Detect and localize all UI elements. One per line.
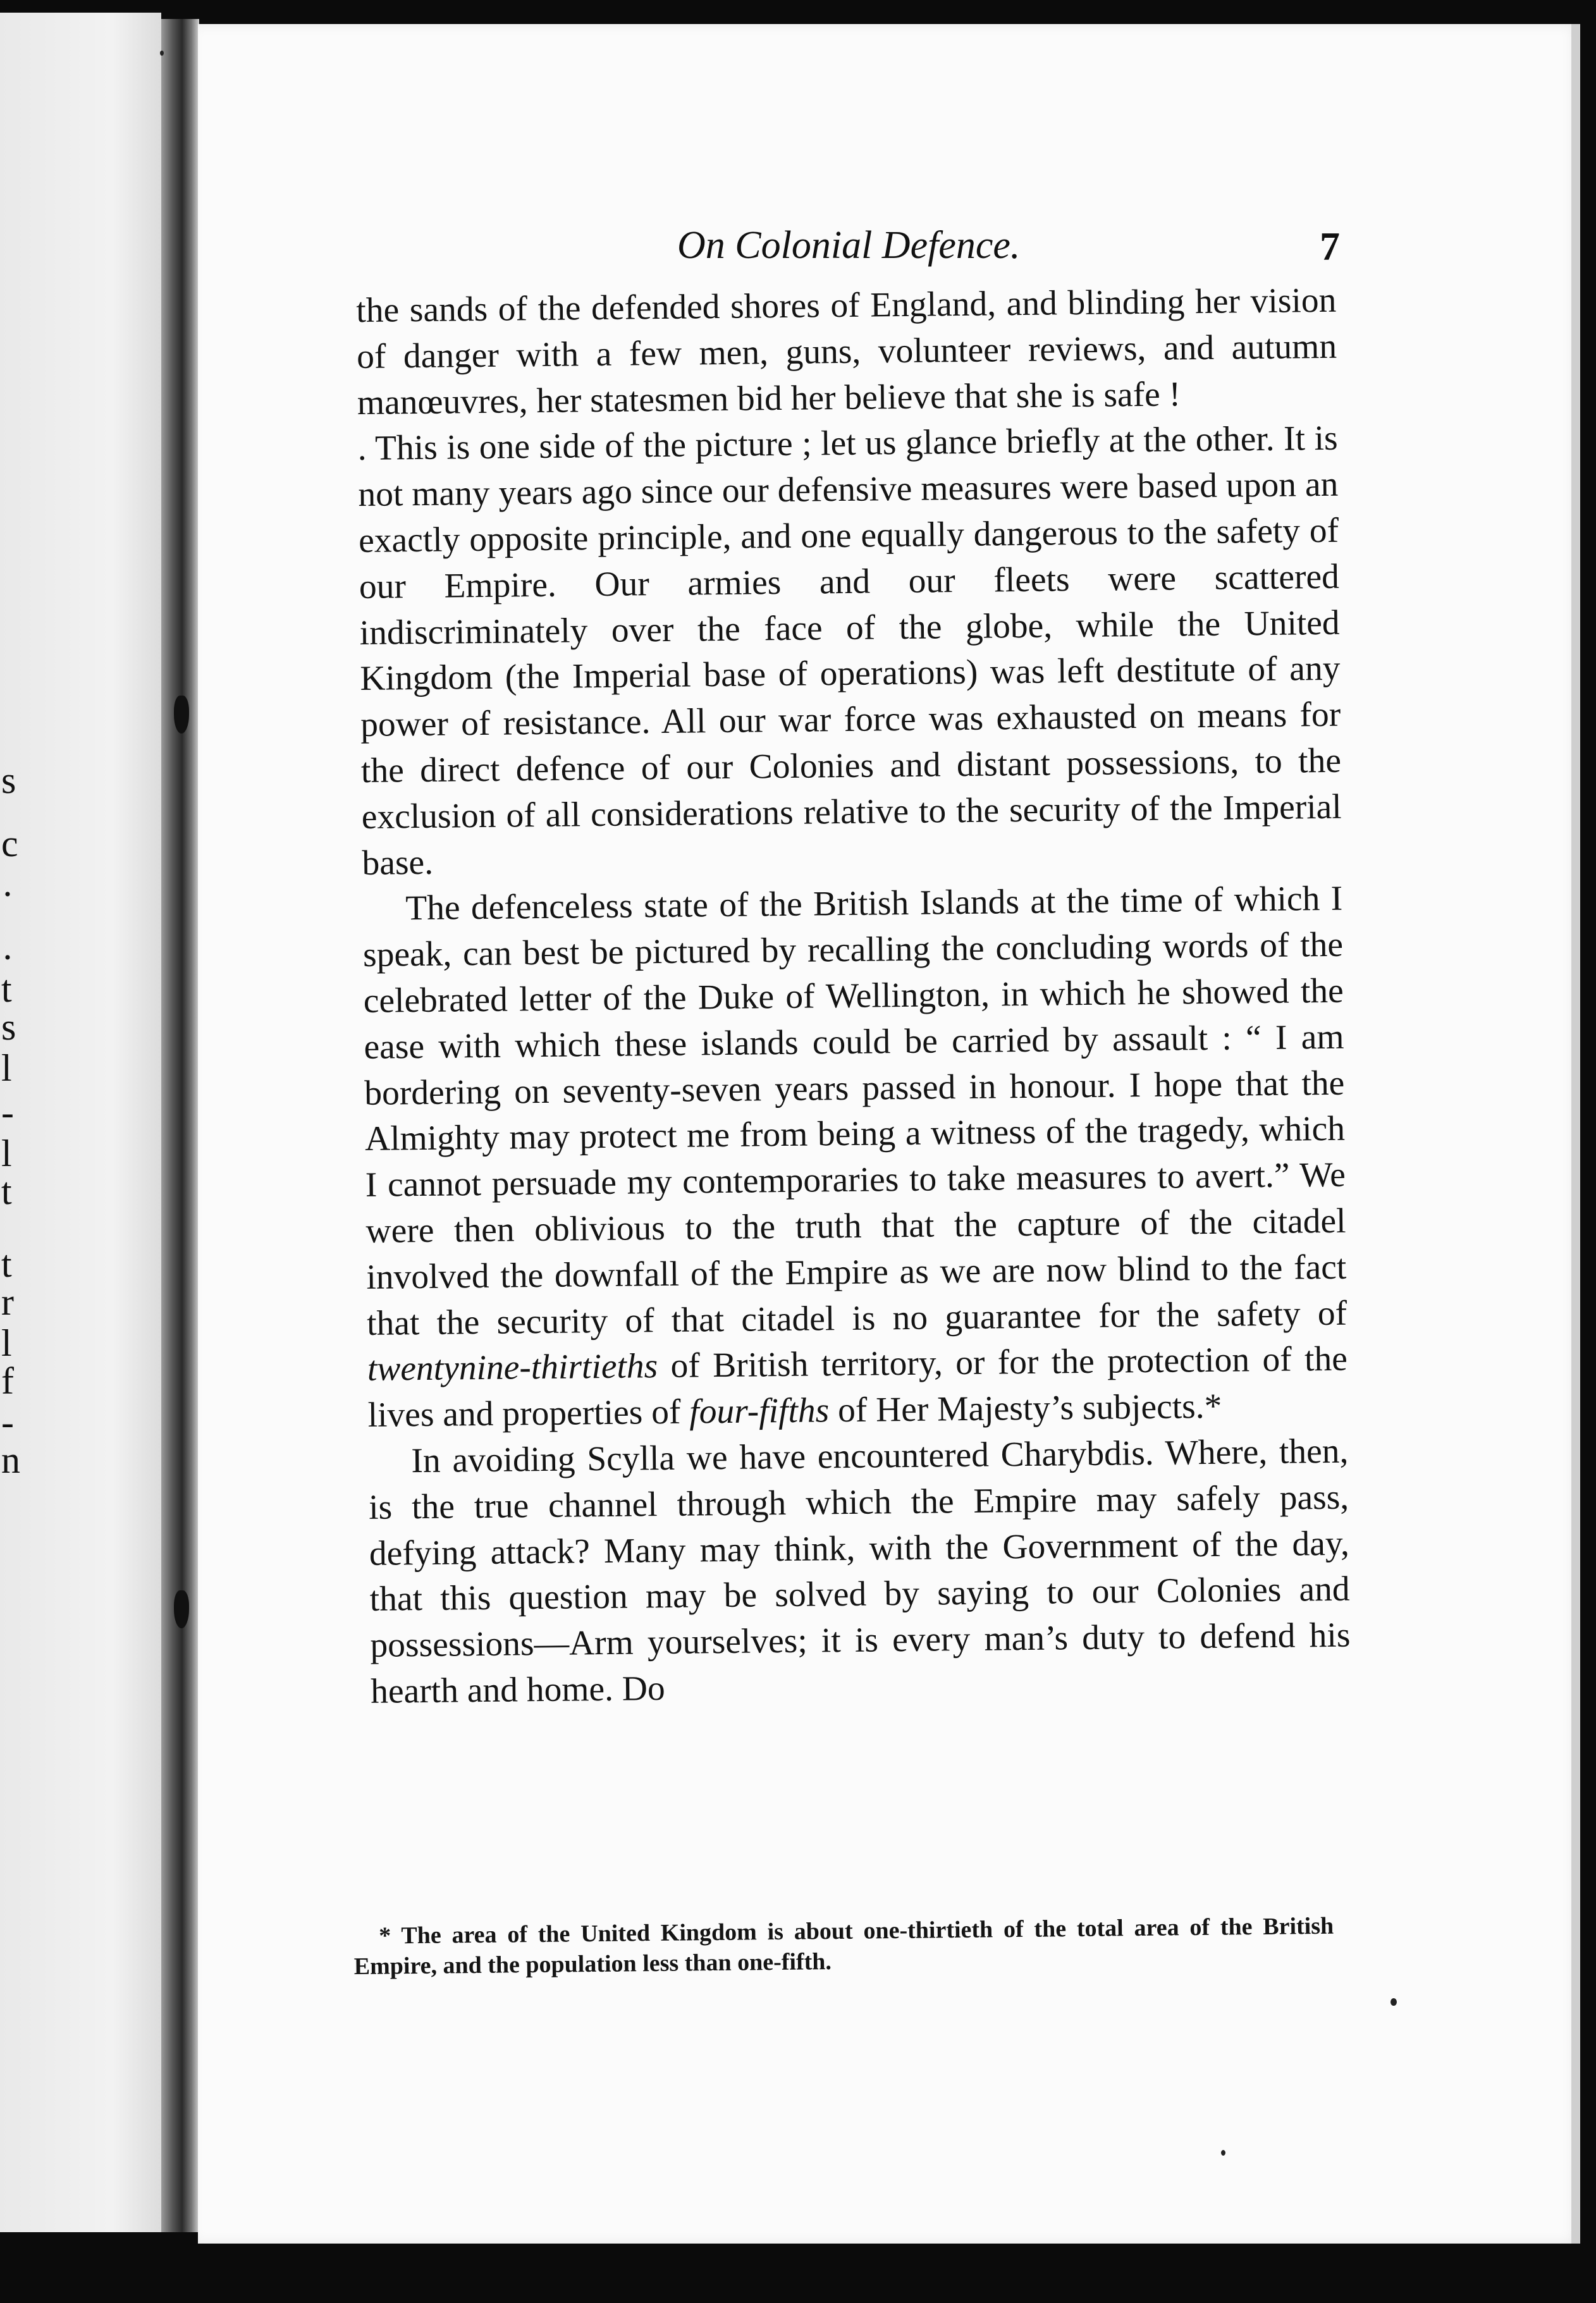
left-page-cut-off-text <box>0 13 19 2232</box>
cut-off-character: · <box>1 937 14 978</box>
scan-speck <box>1390 1998 1397 2006</box>
running-title: On Colonial Defence. <box>677 224 1021 267</box>
scan-speck <box>160 51 164 56</box>
text-run: The defenceless state of the British Islands at the time of which I speak, can best be pictured by recalling the concluding words of the celebrated letter of the Duke of Wellington, in which he showed the ease with which these islands could be carried by assault : “ I am bordering on seventy-seven years passed in honour. I hope that the Almighty may protect me from being a witness of the tragedy, which I cannot persuade my contemporaries to take measures to avert.” We were then oblivious to the truth that the capture of the citadel involved the downfall of the Empire as we are now blind to the fact that the security of that citadel is no guarantee for the safety of <box>362 880 1347 1343</box>
cut-off-character: t <box>1 968 12 1010</box>
text-run: . This is one side of the picture ; let us glance briefly at the other. It is not many years ago since our defensive measures were based upon an exactly opposite principle, and one equally dangerous to the safety of our Empire. Our armies and our fleets were scattered indiscriminately over the face of the globe, while the United Kingdom (the Imperial base of operations) was left destitute of any power of resistance. All our war force was exhausted on means for the direct defence of our Colonies and distant possessions, to the exclusion of all considerations relative to the security of the Imperial base. <box>357 419 1342 883</box>
cut-off-character: t <box>1 1170 12 1212</box>
body-text <box>356 278 1351 1716</box>
cut-off-character: - <box>1 1091 14 1133</box>
paragraph <box>357 416 1342 887</box>
cut-off-character: l <box>1 1047 12 1089</box>
cut-off-character: l <box>1 1133 12 1174</box>
gutter-binding-mark <box>174 1590 189 1628</box>
paragraph <box>356 278 1337 427</box>
cut-off-character: r <box>1 1281 14 1323</box>
page-number: 7 <box>1320 224 1340 269</box>
text-run: In avoiding Scylla we have encountered Charybdis. Where, then, is the true channel through which the Empire may safely pass, defying attack? Many may think, with the Government of the day, that this question may be solved by saying to our Colonies and possessions—Arm yourselves; it is every man’s duty to defend his hearth and home. Do <box>368 1432 1351 1711</box>
cut-off-character: · <box>1 873 14 915</box>
text-run: of Her Majesty’s subjects.* <box>828 1387 1222 1430</box>
book-gutter <box>161 19 199 2232</box>
cut-off-character: l <box>1 1322 12 1364</box>
gutter-binding-mark <box>174 696 189 734</box>
cut-off-character: s <box>1 759 16 801</box>
paragraph <box>362 876 1348 1439</box>
right-page-edge <box>1571 24 1580 2244</box>
footnote <box>353 1911 1334 1982</box>
footnote-text: * The area of the United Kingdom is about one-thirtieth of the total area of the British Empire, and the population less than one-fifth. <box>353 1912 1334 1980</box>
text-run: of British territory, or for the protection of the lives and properties of <box>367 1340 1348 1435</box>
book-page <box>198 24 1580 2244</box>
page-header <box>198 223 1580 274</box>
paragraph <box>368 1429 1351 1716</box>
text-run: the sands of the defended shores of England, and blinding her vision of danger with a few men, guns, volunteer reviews, and autumn manœuvres, her statesmen bid her believe that she is safe ! <box>356 281 1337 422</box>
left-page-edge <box>0 13 161 2232</box>
cut-off-character: n <box>1 1439 20 1481</box>
cut-off-character: t <box>1 1243 12 1285</box>
cut-off-character: - <box>1 1401 14 1443</box>
italic-phrase: twentynine-thirtieths <box>367 1347 658 1389</box>
italic-phrase: four-fifths <box>689 1391 830 1432</box>
cut-off-character: s <box>1 1006 16 1048</box>
cut-off-character: c <box>1 823 18 864</box>
cut-off-character: f <box>1 1360 14 1402</box>
scan-speck <box>1221 2150 1225 2156</box>
